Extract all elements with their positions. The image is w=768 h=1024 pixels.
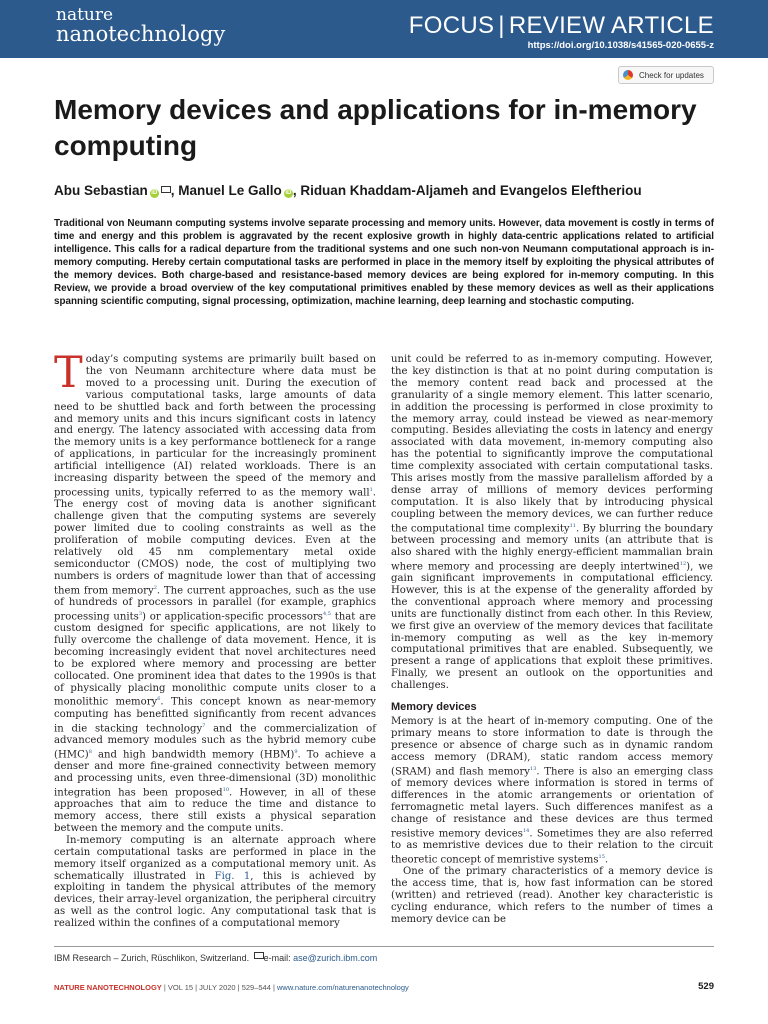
reference-link[interactable]: 15 <box>598 853 605 860</box>
page-number: 529 <box>698 981 714 992</box>
body-column-right <box>391 354 713 925</box>
crossmark-icon <box>623 70 633 80</box>
body-paragraph <box>54 348 376 835</box>
body-text: . However, in all of these approaches that aim to reduce the time and distance to memory access, there still exists a physical separation between the memory and the compute units. <box>54 787 376 834</box>
body-paragraph <box>391 354 713 692</box>
journal-logo[interactable] <box>56 6 225 44</box>
body-text: ), we gain significant improvements in computational efficiency. However, this is at the expense of the generality afforded by the conventional approach where memory and processing units are functionally distinct from each other. In this Review, we first give an overview of the memory devices that facilitate in-memory computing as well as the key in-memory computational primitives that are enabled. Subsequently, we present a range of applications that exploit these primitives. Finally, we present an outlook on the opportunities and challenges. <box>391 561 714 692</box>
footnote-divider <box>54 946 714 947</box>
body-text: . Sometimes they are also referred to as memristive devices due to their relation to the circuit theoretic concept of memristive systems <box>391 827 713 866</box>
body-text: unit could be referred to as in-memory computing. However, the key distinction is that at no point during computation is the memory content read back and processed at the granularity of a single memory element. This latter scenario, in addition the processing is performed in close proximity to the memory array, could instead be viewed as near-memory computing. Besides alleviating the costs in latency and energy associated with data movement, in-memory computing also has the potential to significantly improve the computational time complexity associated with certain computational tasks. This arises mostly from the massive parallelism afforded by a dense array of millions of memory devices performing computation. It is also likely that by introducing physical coupling between the memory devices, we can further reduce the computational time complexity <box>391 354 713 535</box>
section-label <box>409 12 714 40</box>
body-text: , this is achieved by exploiting in tandem the physical attributes of the memory devices, their array-level organization, the peripheral circuitry as well as the control logic. Any computational task that is realized within the confines of a computational memory <box>54 870 376 930</box>
reference-link[interactable]: 8 <box>88 748 92 755</box>
doi-link[interactable]: https://doi.org/10.1038/s41565-020-0655-z <box>527 40 714 51</box>
section-heading: Memory devices <box>391 701 477 714</box>
body-text: . To achieve a denser and more fine-grained connectivity between memory and processing units, even three-dimensional (3D) monolithic integration has been proposed <box>54 749 376 799</box>
reference-link[interactable]: 9 <box>294 748 298 755</box>
abstract: Traditional von Neumann computing systems involve separate processing and memory units. However, data movement is costly in terms of time and energy and this problem is aggravated by the recent explosive growth in highly data-centric applications related to artificial intelligence. This calls for a radical departure from the traditional systems and one such non-von Neumann computational approach is in-memory computing. Hereby certain computational tasks are performed in place in the memory itself by exploiting the physical attributes of the memory devices. Both charge-based and resistance-based memory devices are being explored for in-memory computing. In this Review, we provide a broad overview of the key computational primitives enabled by these memory devices as well as their applications spanning scientific computing, signal processing, optimization, machine learning, deep learning and stochastic computing. <box>54 218 714 307</box>
reference-link[interactable]: 3 <box>138 610 143 617</box>
body-paragraph: One of the primary characteristics of a memory device is the access time, that is, how fast information can be stored (written) and retrieved (read). Another key characteristic is cycling endurance, which refers to the number of times a memory device can be <box>391 865 713 925</box>
orcid-icon[interactable]: iD <box>285 190 292 196</box>
reference-link[interactable]: 1 <box>369 486 373 493</box>
reference-link[interactable]: 13 <box>530 765 537 772</box>
journal-name-line2: nanotechnology <box>56 22 226 46</box>
figure-link[interactable]: Fig. 1 <box>214 870 251 882</box>
body-text: and high bandwidth memory (HBM) <box>91 749 295 761</box>
section-focus: FOCUS <box>408 12 495 39</box>
footer-journal: NATURE NANOTECHNOLOGY <box>54 983 162 992</box>
affiliation-note <box>54 952 377 963</box>
check-for-updates-button[interactable] <box>618 66 714 84</box>
body-text: In-memory computing is an alternate approach where certain computational tasks are performed in place in the memory itself organized as a computational memory unit. As schematically illustrated in <box>54 834 376 882</box>
body-text: oday’s computing systems are primarily built based on the von Neumann architecture where data must be moved to a processing unit. During the execution of various computational tasks, large amounts of data need to be shuttled back and forth between the processing and memory units and this incurs significant costs in latency and energy. The latency associated with accessing data from the memory units is a key performance bottleneck for a range of applications, in particular for the increasingly prominent artificial intelligence (AI) related workloads. There is an increasing disparity between the speed of the memory and processing units, typically referred to as the memory wall <box>54 354 376 499</box>
body-paragraph <box>54 835 376 930</box>
journal-name-line1: nature <box>56 5 114 25</box>
body-text: . <box>604 854 609 866</box>
reference-link[interactable]: 2 <box>153 584 157 591</box>
email-icon <box>254 952 264 959</box>
author-name[interactable]: , Riduan Khaddam-Aljameh and Evangelos Eleftheriou <box>292 183 642 198</box>
body-text: Memory is at the heart of in-memory computing. One of the primary means to store information to date is through the presence or absence of charge such as in dynamic random access memory (DRAM), static random access memory (SRAM) and flash memory <box>391 716 713 777</box>
email-label: e-mail: <box>263 953 294 963</box>
author-list <box>54 183 734 198</box>
section-type: REVIEW ARTICLE <box>508 12 714 39</box>
body-column-left <box>54 348 376 930</box>
affiliation-text: IBM Research – Zurich, Rüschlikon, Switzerland. <box>54 953 252 963</box>
reference-link[interactable]: 4,5 <box>322 610 331 617</box>
journal-header-bar <box>0 0 768 58</box>
author-name[interactable]: , Manuel Le Gallo <box>170 183 282 198</box>
drop-cap: T <box>54 348 83 398</box>
reference-link[interactable]: 11 <box>569 522 576 529</box>
reference-link[interactable]: 7 <box>202 722 206 729</box>
check-for-updates-label: Check for updates <box>639 70 704 80</box>
body-text: . The energy cost of moving data is another significant challenge given that the computing systems are severely power limited due to cooling constraints as well as the proliferation of mobile computing devices. Even at the relatively old 45 nm complementary metal oxide semiconductor (CMOS) node, the cost of multiplying two numbers is orders of magnitude lower than that of accessing them from memory <box>54 487 376 596</box>
footer-volume: | VOL 15 | JULY 2020 | 529–544 | <box>161 983 278 992</box>
body-text: . By blurring the boundary between processing and memory units (an attribute that is also shared with the highly energy-efficient mammalian brain where memory and processing are deeply intertwined <box>391 523 713 573</box>
body-text: . The current approaches, such as the use of hundreds of processors in parallel (for example, graphics processing units <box>54 584 376 623</box>
body-text: that are custom designed for specific applications, are not likely to fully overcome the challenge of data movement. Hence, it is becoming increasingly evident that novel architectures need to be explored where memory and processing are better collocated. One prominent idea that dates to the 1990s is that of physically placing monolithic compute units closer to a monolithic memory <box>54 611 376 708</box>
orcid-icon[interactable]: iD <box>151 190 158 196</box>
email-link[interactable]: ase@zurich.ibm.com <box>293 953 378 963</box>
author-name[interactable]: Abu Sebastian <box>54 183 148 198</box>
body-text: . There is also an emerging class of memory devices where information is stored in terms of differences in the atomic arrangements or orientation of ferromagnetic metal layers. Such differences manifest as a change of resistance and these devices are thus termed resistive memory devices <box>391 765 713 839</box>
footer-url[interactable]: www.nature.com/naturenanotechnology <box>277 983 409 992</box>
body-text: and the commercialization of advanced memory modules such as the hybrid memory cube (HMC) <box>54 722 376 761</box>
section-separator: | <box>498 12 505 39</box>
reference-link[interactable]: 10 <box>222 786 230 793</box>
email-icon[interactable] <box>161 186 171 193</box>
reference-link[interactable]: 14 <box>522 827 530 834</box>
body-text: ) or application-specific processors <box>142 611 323 623</box>
page-footer <box>54 983 409 992</box>
article-title: Memory devices and applications for in-memory computing <box>54 94 697 161</box>
body-text: . This concept known as near-memory computing has benefitted significantly from recent advances in die stacking technology <box>54 696 376 734</box>
body-paragraph <box>391 716 713 866</box>
reference-link[interactable]: 12 <box>679 560 687 567</box>
reference-link[interactable]: 6 <box>157 696 161 703</box>
